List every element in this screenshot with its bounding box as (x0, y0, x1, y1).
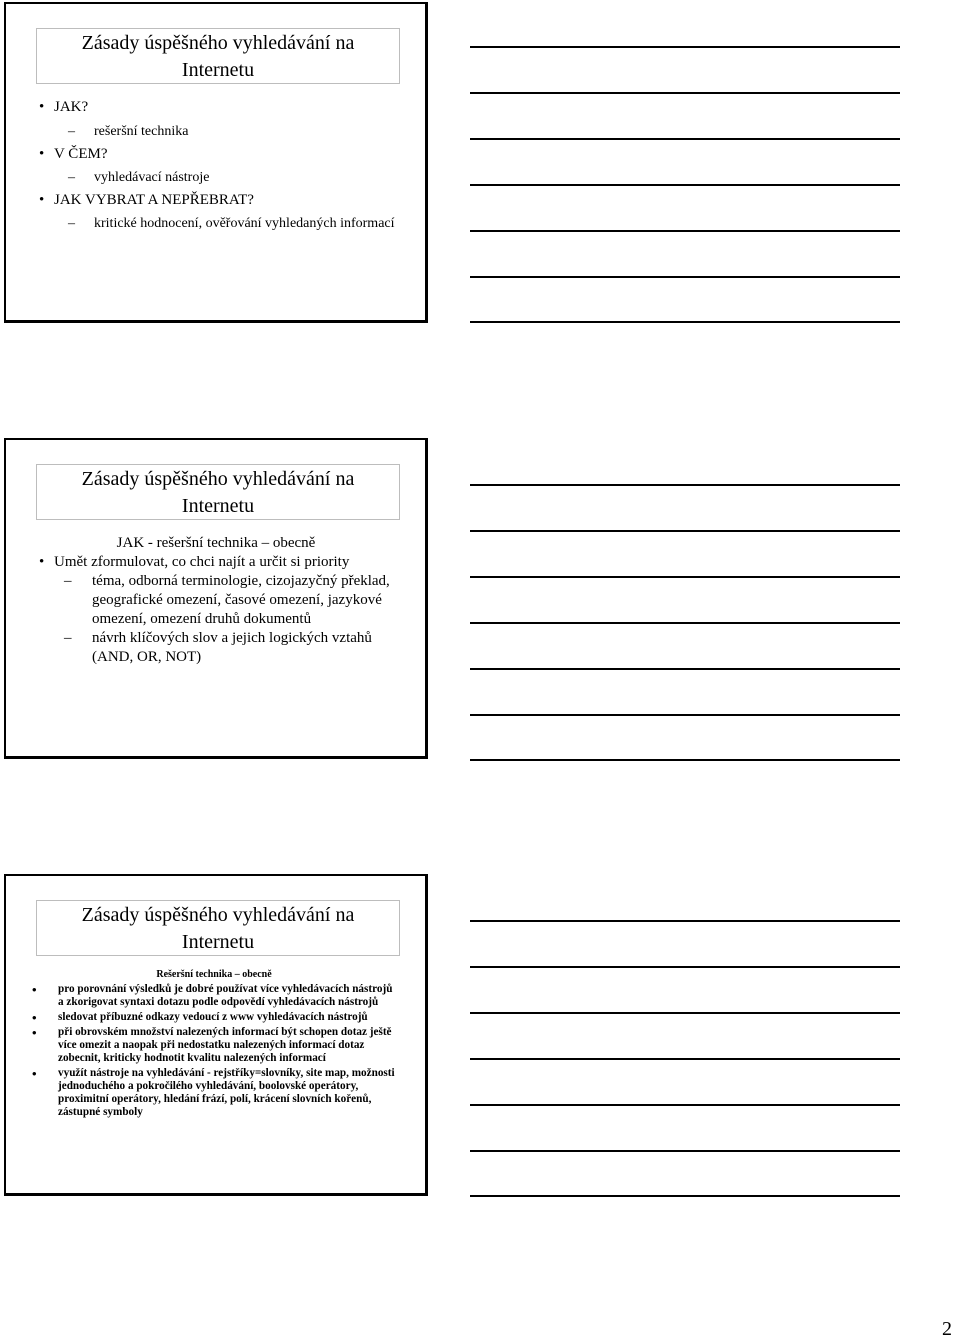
note-line (470, 714, 900, 716)
note-line (470, 668, 900, 670)
slide-subheading: Rešeršní technika – obecně (156, 969, 272, 980)
note-line (470, 184, 900, 186)
bullet-text: JAK VYBRAT A NEPŘEBRAT? (54, 192, 254, 208)
slide-3 (4, 874, 428, 1196)
sub-bullet-item: – kritické hodnocení, ověřování vyhledaných informací (54, 213, 396, 235)
note-line (470, 321, 900, 323)
note-line (470, 576, 900, 578)
note-line (470, 276, 900, 278)
bullet-list (28, 983, 400, 1119)
bullet-item: • sledovat příbuzné odkazy vedoucí z www vyhledávacích nástrojů (28, 1011, 400, 1024)
bullet-list (36, 96, 396, 235)
slide-title (36, 464, 400, 520)
slide-title-line-1: Zásady úspěšného vyhledávání na (81, 468, 355, 490)
sub-bullet-item: – vyhledávací nástroje (54, 166, 396, 189)
note-line (470, 230, 900, 232)
slide-subheading: JAK - rešeršní technika – obecně (116, 535, 316, 551)
note-line (470, 92, 900, 94)
slide-title-line-2: Internetu (181, 931, 255, 953)
sub-bullet-item: – rešeršní technika (54, 120, 396, 143)
page-number: 2 (942, 1318, 952, 1340)
note-line (470, 759, 900, 761)
bullet-text: V ČEM? (54, 145, 108, 162)
bullet-item: • pro porovnání výsledků je dobré používat více vyhledávacích nástrojů a zkorigovat syntaxi dotazu podle odpovědí vyhledávacích nástrojů (28, 983, 400, 1009)
slide-content (28, 968, 400, 1121)
bullet-item (36, 189, 396, 235)
sub-bullet-item: – téma, odborná terminologie, cizojazyčný překlad, geografické omezení, časové omezení, jazykové omezení, omezení druhů dokumentů (54, 572, 396, 629)
slide-title-line-2: Internetu (181, 495, 255, 517)
note-line (470, 1104, 900, 1106)
note-line (470, 622, 900, 624)
bullet-item (36, 143, 396, 190)
bullet-list (36, 553, 396, 667)
slide-title-line-2: Internetu (181, 59, 255, 81)
slide-2 (4, 438, 428, 759)
slide-title (36, 28, 400, 84)
bullet-item: • využít nástroje na vyhledávání - rejstříky=slovníky, site map, možnosti jednoduchého a pokročilého vyhledávání, boolovské operátory, proximitní operátory, hledání frází, polí, krácení slovních kořenů, zástupné symboly (28, 1067, 400, 1119)
bullet-item: • při obrovském množství nalezených informací být schopen dotaz ještě více omezit a naopak při nedostatku nalezených informací dotaz zobecnit, kriticky hodnotit kvalitu nalezených informací (28, 1026, 400, 1065)
bullet-item (36, 553, 396, 667)
note-line (470, 1195, 900, 1197)
slide-1 (4, 2, 428, 323)
bullet-text: JAK? (54, 99, 89, 115)
bullet-text: Umět zformulovat, co chci najít a určit si priority (54, 554, 350, 570)
slide-title-line-1: Zásady úspěšného vyhledávání na (81, 32, 355, 54)
sub-bullet-item: – návrh klíčových slov a jejich logických vztahů (AND, OR, NOT) (54, 629, 396, 667)
slide-title (36, 900, 400, 956)
note-line (470, 1150, 900, 1152)
note-line (470, 920, 900, 922)
note-line (470, 966, 900, 968)
slide-content (36, 96, 396, 235)
slide-content (36, 534, 396, 667)
note-line (470, 138, 900, 140)
note-line (470, 1058, 900, 1060)
note-line (470, 46, 900, 48)
slide-title-line-1: Zásady úspěšného vyhledávání na (81, 904, 355, 926)
note-line (470, 1012, 900, 1014)
bullet-item (36, 96, 396, 143)
note-line (470, 484, 900, 486)
note-line (470, 530, 900, 532)
